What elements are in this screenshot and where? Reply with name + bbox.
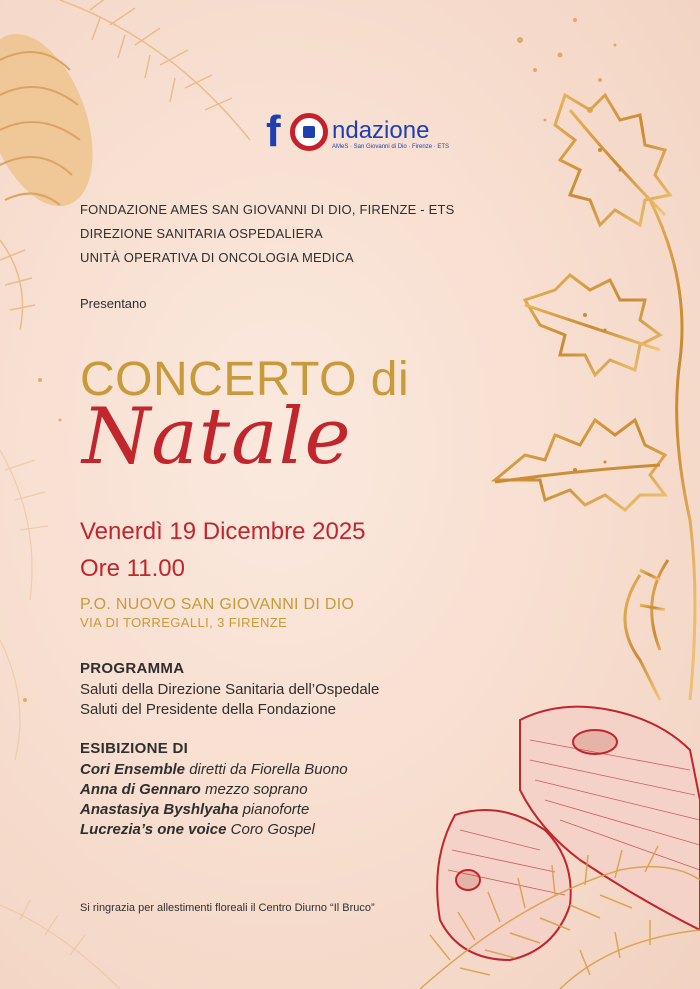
logo-emblem-icon (290, 113, 328, 151)
organizer-line: UNITÀ OPERATIVA DI ONCOLOGIA MEDICA (80, 250, 354, 265)
concert-title: CONCERTO di (80, 353, 410, 406)
performer-line (80, 781, 308, 798)
event-time: Ore 11.00 (80, 555, 185, 582)
performer-name: Anastasiya Byshlyaha (80, 801, 239, 818)
performer-line (80, 821, 315, 838)
programma-heading: PROGRAMMA (80, 660, 185, 677)
organizer-line: FONDAZIONE AMES SAN GIOVANNI DI DIO, FIRENZE - ETS (80, 202, 455, 217)
programma-item: Saluti del Presidente della Fondazione (80, 701, 337, 718)
performer-name: Lucrezia’s one voice (80, 821, 227, 838)
performer-role: pianoforte (242, 801, 310, 818)
pine-cone-icon (0, 19, 114, 221)
performer-role: mezzo soprano (205, 781, 308, 798)
thanks-note: Si ringrazia per allestimenti floreali il Centro Diurno “Il Bruco” (80, 902, 375, 914)
performer-name: Cori Ensemble (80, 761, 186, 778)
event-address: VIA DI TORREGALLI, 3 FIRENZE (80, 615, 288, 630)
logo-subtitle: AMeS · San Giovanni di Dio · Firenze · ETS (332, 144, 450, 150)
performer-line (80, 801, 309, 818)
programma-item: Saluti della Direzione Sanitaria dell’Ospedale (80, 681, 380, 698)
event-venue: P.O. NUOVO SAN GIOVANNI DI DIO (80, 596, 355, 613)
performer-name: Anna di Gennaro (80, 781, 201, 798)
event-date: Venerdì 19 Dicembre 2025 (80, 518, 366, 545)
christmas-title: Natale (82, 392, 352, 482)
esibizione-heading: ESIBIZIONE DI (80, 740, 189, 757)
presentano-label: Presentano (80, 296, 147, 311)
performer-role: diretti da Fiorella Buono (189, 761, 348, 778)
performer-line (80, 761, 348, 778)
logo-letter: f (266, 107, 281, 156)
holly-leaf-icon (495, 95, 670, 510)
organizer-line: DIREZIONE SANITARIA OSPEDALIERA (80, 226, 323, 241)
logo-word: ndazione (332, 117, 430, 144)
performer-role: Coro Gospel (230, 821, 315, 838)
fondazione-logo (266, 106, 466, 166)
